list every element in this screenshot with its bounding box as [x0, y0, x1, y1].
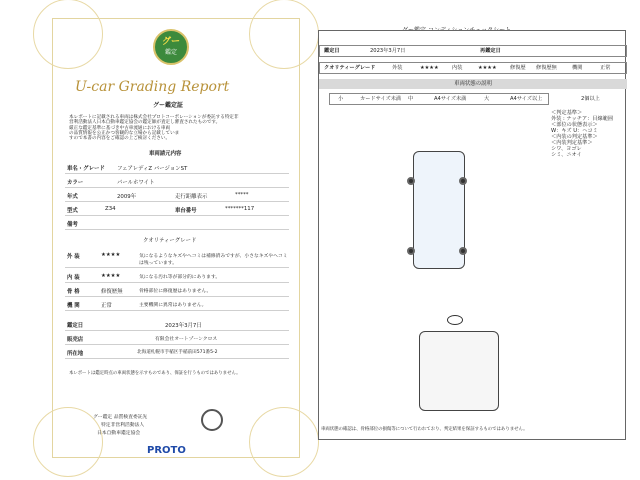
vehicle-section-title: 車両請元内容: [149, 151, 182, 157]
grading-report-certificate: [52, 18, 300, 458]
sign-line-2: 特定非営利活動法人: [101, 423, 145, 428]
proto-logo: PROTO: [147, 445, 186, 456]
row-address: 所在地 北海道札幌市手稲区手稲前田571番5-2: [65, 345, 289, 359]
size-legend: 小 カードサイズ未満 中 A4サイズ未満 大 A4サイズ以上: [329, 93, 549, 105]
ornament-top-right: [249, 0, 319, 69]
sign-line-1: グー鑑定 品質検査委託先: [93, 415, 148, 420]
row-model: 型式 Z34 車台番号 *******117: [65, 202, 289, 216]
sign-line-3: 日本自動車鑑定協会: [97, 431, 141, 436]
steering-wheel-icon: [447, 315, 463, 325]
multi-note: 2個以上: [581, 96, 600, 102]
badge-bottom-text: 鑑定: [164, 49, 177, 57]
row-engine: 機 関 正常 主要機関に異常はありません。: [65, 297, 289, 311]
row-note: 備考: [65, 216, 289, 230]
status-header: 車両状態の説明: [319, 79, 627, 89]
row-year: 年式 2009年 走行距離表示 *****: [65, 188, 289, 202]
footer-note: 本レポートは鑑定時点の車両状態を示すものであり、保証を行うものではありません。: [69, 371, 241, 376]
certificate-title: グー鑑定証: [153, 102, 184, 109]
legend-block: ＜判定基準＞ 外装 : ナッチア：目線範囲 ＜部位の状態表示＞ W：キズ U：ヘコミ ＜内装の判定基準＞ ＜内装判定基準＞ シワ、ヨゴレ シミ、ニオイ: [551, 110, 614, 158]
car-interior-view: [419, 331, 499, 411]
car-top-view: [413, 151, 465, 269]
wheel-rr: [459, 247, 467, 255]
jaaa-seal: [201, 409, 223, 431]
wheel-rl: [407, 247, 415, 255]
row-color: カラー パールホワイト: [65, 174, 289, 188]
row-date: 鑑定日 2023年3月7日: [65, 317, 289, 331]
row-interior: 内 装 ★★★★ 気になる汚れ等が部分的にあります。: [65, 269, 289, 283]
intro-text: 本レポートに記載される車両は株式会社プロトコーポレーションが委託する特定非 営利活動法人日本自動車鑑定協会の鑑定師が査定し審査されたものです。 厳正な鑑定基準に基づき中古車流通における車両 の品質情報を公正かつ客観的な立場から記載していま すので本書の内容をご確認の上ご検討ください。: [69, 115, 239, 142]
goo-kantei-badge: [153, 29, 189, 65]
row-car-name: 車名・グレード フェアレディZ バージョンST: [65, 160, 289, 174]
date-row: 鑑定日 2023年3月7日 再鑑定日: [319, 45, 627, 57]
badge-top-text: グー: [161, 37, 180, 47]
row-dealer: 販売店 有限会社オートゾーンクロス: [65, 331, 289, 345]
bottom-note: 車両状態の確認は、骨格部位の損傷等について行われており、判定結果を保証するものではありません。: [321, 427, 528, 432]
wheel-fl: [407, 177, 415, 185]
report-title: U-car Grading Report: [75, 79, 230, 95]
quality-row: クオリティーグレード 外装 ★★★★ 内装 ★★★★ 修復歴 修復歴無 機関 正常: [319, 62, 627, 74]
quality-section-title: クオリティーグレード: [143, 238, 197, 244]
wheel-fr: [459, 177, 467, 185]
ornament-bottom-right: [249, 407, 319, 477]
ornament-top-left: [33, 0, 103, 69]
row-exterior: 外 装 ★★★★ 気になるようなキズやヘコミは補修済みですが、小さなキズやヘコミは残っています。: [65, 248, 289, 268]
row-frame: 骨 格 修復歴無 骨格部位に修復歴はありません。: [65, 283, 289, 297]
condition-check-sheet: [318, 30, 626, 440]
